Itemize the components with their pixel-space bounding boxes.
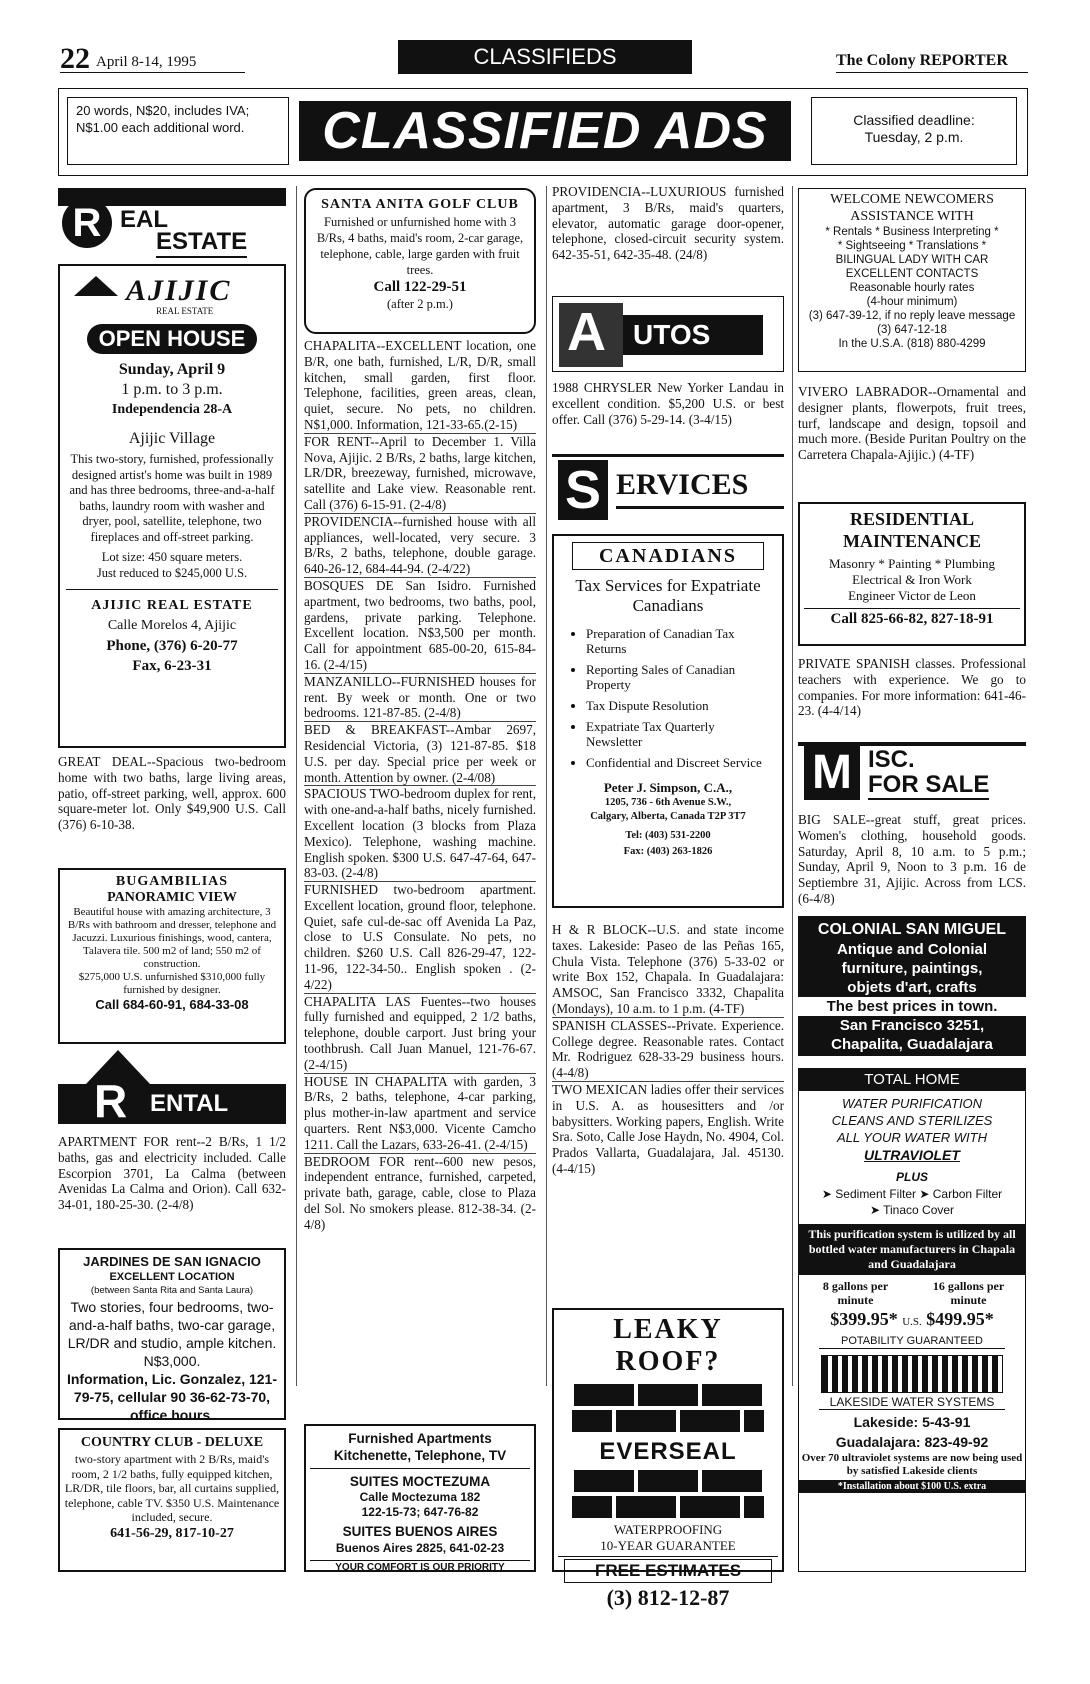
misc-services-listings [552, 922, 784, 1177]
great-deal-ad: GREAT DEAL--Spacious two-bedroom home with two baths, large living areas, patio, off-street parking, well, approx. 600 square-meter lot. Only $49,900 U.S. Call (376) 6-10-38. [58, 754, 286, 833]
vivero-labrador-ad: VIVERO LABRADOR--Ornamental and designer plants, flowerpots, fruit trees, turf, landscape and design, topsoil and much more. (Beside Puritan Poultry on the Carretera Chapala-Ajijic.) (4-TF) [798, 384, 1026, 463]
column-divider [296, 186, 297, 1386]
suites-line1: Furnished Apartments [348, 1431, 492, 1446]
leaky-line2: ROOF? [615, 1346, 721, 1377]
arrow-icon: ➤ [821, 1187, 832, 1201]
jardines-sub: EXCELLENT LOCATION [109, 1271, 235, 1283]
brick-graphic-2 [558, 1468, 778, 1520]
welcome-title-2: ASSISTANCE WITH [850, 209, 974, 224]
filter-tinaco: Tinaco Cover [883, 1203, 955, 1217]
residential-line-1: Masonry * Painting * Plumbing [828, 556, 996, 571]
country-club-body: two-story apartment with 2 B/Rs, maid's room, 2 1/2 baths, fully equipped kitchen, LR/DR, tile floors, bar, all curtains supplied, telephone, cable TV. $350 U.S. Maintenance included, secure. [64, 1452, 280, 1524]
canadians-services [562, 626, 774, 770]
banner-title: CLASSIFIED ADS [299, 101, 791, 161]
section-word-2: ESTATE [156, 228, 247, 258]
services-rule [616, 506, 784, 509]
bugambilias-call: Call 684-60-91, 684-33-08 [95, 997, 249, 1012]
services-header [552, 446, 784, 526]
open-house-time: 1 p.m. to 3 p.m. [121, 381, 223, 398]
bugambilias-subtitle: PANORAMIC VIEW [107, 890, 237, 905]
residential-maintenance-ad [798, 502, 1026, 646]
page-number: 22 [60, 42, 90, 75]
welcome-line-8: In the U.S.A. (818) 880-4299 [838, 338, 986, 350]
jardines-title: JARDINES DE SAN IGNACIO [83, 1254, 261, 1269]
ajijic-logo [66, 272, 278, 322]
canadians-contact-name: Peter J. Simpson, C.A., [603, 780, 733, 795]
canadians-tax-ad [552, 534, 784, 908]
open-house-address: Independencia 28-A [111, 402, 233, 417]
country-club-ad [58, 1428, 286, 1572]
leaky-roof-ad [552, 1308, 784, 1610]
rental-listings [304, 338, 536, 1233]
total-home-utilized: This purification system is utilized by all bottled water manufacturers in Chapala and Guadalajara [799, 1224, 1025, 1275]
chrysler-ad: 1988 CHRYSLER New Yorker Landau in excellent condition. $5,200 U.S. or best offer. Call (376) 5-29-14. (3-4/15) [552, 380, 784, 427]
open-house-village: Ajijic Village [128, 430, 216, 447]
residential-line-2: Electrical & Iron Work [852, 572, 972, 587]
rates-box [67, 97, 289, 165]
jardines-info: Information, Lic. Gonzalez, 121-79-75, cellular 90 36-62-73-70, office hours. [66, 1371, 278, 1423]
canadians-addr-2: Calgary, Alberta, Canada T2P 3T7 [590, 811, 746, 822]
real-estate-header [58, 188, 286, 258]
santa-anita-body: Furnished or unfurnished home with 3 B/Rs, 4 baths, maid's room, 2-car garage, telephone, cable, large garden with fruit trees. [316, 215, 524, 277]
santa-anita-ad [304, 188, 536, 334]
potability: POTABILITY GUARANTEED [819, 1334, 1005, 1349]
misc-for-sale-header [798, 734, 1026, 804]
deadline-label: Classified deadline: [853, 112, 975, 128]
guadalajara-phone: Guadalajara: 823-49-92 [835, 1434, 989, 1450]
leaky-phone: (3) 812-12-87 [606, 1585, 730, 1610]
section-word: ENTAL [150, 1090, 229, 1117]
providencia-luxurious-ad: PROVIDENCIA--LUXURIOUS furnished apartment, 3 B/Rs, maid's quarters, elevator, automatic garage door-opener, telephone, closed-circuit security system. 642-35-51, 642-35-48. (24/8) [552, 184, 784, 263]
suites-line2: Kitchenette, Telephone, TV [333, 1448, 507, 1463]
total-home-italic-2: CLEANS AND STERILIZES [831, 1113, 993, 1128]
total-home-italic-1: WATER PURIFICATION [841, 1096, 983, 1111]
price-8: $399.95* [830, 1309, 898, 1329]
total-home-plus: PLUS [895, 1170, 928, 1184]
list-item: • Preparation of Canadian Tax Returns [586, 626, 774, 656]
jardines-between: (between Santa Rita and Santa Laura) [90, 1285, 254, 1296]
section-letter: R [62, 198, 112, 248]
welcome-newcomers-ad [798, 188, 1026, 372]
listing-bosques: BOSQUES DE San Isidro. Furnished apartment, two bedrooms, two baths, pool, gardens, private parking. Telephone. Excellent location. N$3,500 per month. Call for appointment 685-00-20, 615-84-16. (2-4/15) [304, 577, 536, 672]
lakeside-logo [821, 1355, 1003, 1393]
rental-header [58, 1050, 286, 1130]
arrow-icon: ➤ [919, 1187, 930, 1201]
section-word: UTOS [633, 319, 711, 350]
suites-name-1: SUITES MOCTEZUMA [349, 1474, 491, 1489]
residential-call: Call 825-66-82, 827-18-91 [804, 608, 1020, 629]
canadians-tel: Tel: (403) 531-2200 [625, 830, 711, 841]
gallons-row [799, 1279, 1025, 1307]
listing-for-rent: FOR RENT--April to December 1. Villa Nova, Ajijic. 2 B/Rs, 2 baths, large kitchen, LR/DR, breezeway, furnished, microwave, satellite and Lake view. Reasonable rent. Call (376) 6-15-91. (2-4/8) [304, 433, 536, 512]
price-16: $499.95* [926, 1309, 994, 1329]
rates-text: 20 words, N$20, includes IVA; N$1.00 each additional word. [76, 103, 250, 135]
colonial-addr-2: Chapalita, Guadalajara [831, 1036, 993, 1053]
section-word-1: EAL [120, 206, 168, 233]
section-title: CLASSIFIEDS [398, 40, 692, 74]
section-letter: R [94, 1075, 128, 1127]
listing-furnished-apartment: FURNISHED two-bedroom apartment. Excellent location, ground floor, telephone. Quiet, safe cul-de-sac off Avenida La Paz, close to U.S Consulate. No pets, no children. $260 U.S. Call 826-29-47, 122-11-96, 122-34-50.. English spoken . (2-4/22) [304, 882, 536, 992]
total-home-title: TOTAL HOME [799, 1069, 1025, 1091]
list-item: • Confidential and Discreet Service [586, 755, 774, 770]
santa-anita-after: (after 2 p.m.) [387, 297, 453, 311]
santa-anita-title: SANTA ANITA GOLF CLUB [321, 197, 519, 212]
housesitters-ad: TWO MEXICAN ladies offer their services in U.S. A. as housesitters and /or babysitters. Working papers, English. Write Sra. Soto, Calle Jose Haydn, No. 4904, Col. Prados Vallarta, Guadalajara, Jal. 45130. (4-4/15) [552, 1081, 784, 1176]
section-letter: M [804, 746, 860, 800]
column-divider [792, 186, 793, 1386]
gallons-16: 16 gallons per minute [932, 1279, 1005, 1307]
leaky-line1: LEAKY [613, 1314, 723, 1345]
welcome-title-1: WELCOME NEWCOMERS [830, 192, 994, 207]
canadians-sub: Tax Services for Expatriate Canadians [575, 576, 761, 615]
welcome-line-7: (3) 647-39-12, if no reply leave message (3) 647-12-18 [808, 310, 1016, 336]
column-2 [304, 188, 540, 1678]
suites-ad [304, 1424, 536, 1572]
welcome-line-6: (4-hour minimum) [866, 296, 958, 308]
section-letter: S [558, 460, 608, 520]
column-1 [58, 188, 290, 1678]
jardines-body: Two stories, four bedrooms, two-and-a-half baths, two-car garage, LR/DR and studio, ample kitchen. N$3,000. [67, 1299, 277, 1369]
deadline-box [811, 97, 1017, 165]
filter-carbon: Carbon Filter [932, 1187, 1003, 1201]
list-item: • Expatriate Tax Quarterly Newsletter [586, 719, 774, 749]
suites-name-2: SUITES BUENOS AIRES [342, 1524, 498, 1539]
publication-name: The Colony REPORTER [836, 52, 1008, 69]
lakeside-logo-text: LAKESIDE WATER SYSTEMS [819, 1395, 1005, 1410]
suites-phone-1: 122-15-73; 647-76-82 [361, 1505, 479, 1519]
open-house-badge: OPEN HOUSE [87, 324, 257, 354]
listing-bed-breakfast: BED & BREAKFAST--Ambar 2697, Residencial Victoria, (3) 121-87-85. $18 U.S. per day. Special price per week or month. Attention by owner. (2-4/08) [304, 722, 536, 785]
agency-fax: Fax, 6-23-31 [132, 658, 212, 674]
services-bar [552, 454, 784, 457]
column-4 [798, 188, 1030, 1678]
listing-chapalita: CHAPALITA--EXCELLENT location, one B/R, one bath, furnished, L/R, D/R, small kitchen, small garden, first floor. Telephone, facilities, green areas, clean, quiet, secure. No pets, no children. N$1,000. Information, 121-33-65.(2-15) [304, 338, 536, 432]
apartment-rent-ad: APARTMENT FOR rent--2 B/Rs, 1 1/2 baths, gas and electricity included. Calle Escorpion 3701, La Calma (between Avenidas La Calma and Orion). Call 632-34-01, 180-25-30. (2-4/8) [58, 1134, 286, 1213]
deadline-value: Tuesday, 2 p.m. [864, 129, 964, 145]
colonial-best: The best prices in town. [798, 997, 1026, 1016]
price-currency: U.S. [902, 1316, 922, 1328]
country-club-phone: 641-56-29, 817-10-27 [110, 1525, 234, 1541]
colonial-addr-1: San Francisco 3251, [839, 1017, 985, 1034]
canadians-title: CANADIANS [572, 542, 764, 570]
suites-addr-1: Calle Moctezuma 182 [359, 1490, 481, 1504]
listing-las-fuentes: CHAPALITA LAS Fuentes--two houses fully furnished and equipped, 2 1/2 baths, telephone, double carport. Just bring your toothbrush. Call Juan Manuel, 121-76-67. (2-4/15) [304, 993, 536, 1072]
filter-sediment: Sediment Filter [835, 1187, 916, 1201]
bugambilias-title: BUGAMBILIAS [115, 874, 229, 889]
ajijic-real-estate-ad [58, 264, 286, 748]
total-home-ultraviolet: ULTRAVIOLET [864, 1147, 960, 1163]
open-house-description: This two-story, furnished, professionally designed artist's home was built in 1989 and has three bedrooms, three-and-a-half baths, laundry room with washer and dryer, pool, satellite, telephone, two fireplaces and off-street parking. [69, 452, 275, 544]
canadians-fax: Fax: (403) 263-1826 [623, 846, 713, 857]
open-house-day: Sunday, April 9 [118, 361, 226, 378]
issue-date: April 8-14, 1995 [96, 54, 197, 70]
leaky-free: FREE ESTIMATES [564, 1559, 772, 1583]
section-letter: A [567, 302, 606, 362]
jardines-ad [58, 1248, 286, 1423]
spanish-classes-ad: SPANISH CLASSES--Private. Experience. College degree. Reasonable rates. Contact Mr. Rodriguez 628-33-29 business hours. (4-4/8) [552, 1017, 784, 1081]
total-home-ad [798, 1068, 1026, 1572]
suites-addr-2: Buenos Aires 2825, 641-02-23 [335, 1541, 505, 1555]
list-item: • Tax Dispute Resolution [586, 698, 774, 713]
santa-anita-call: Call 122-29-51 [373, 279, 467, 295]
suites-slogan: YOUR COMFORT IS OUR PRIORITY [310, 1560, 530, 1575]
country-club-title: COUNTRY CLUB - DELUXE [80, 1435, 264, 1450]
total-home-install: *Installation about $100 U.S. extra [799, 1480, 1025, 1493]
colonial-line-3: objets d'art, crafts [847, 979, 977, 996]
residential-line-3: Engineer Victor de Leon [848, 588, 976, 603]
leaky-brand: EVERSEAL [599, 1438, 737, 1465]
autos-header [552, 296, 784, 372]
welcome-line-4: EXCELLENT CONTACTS [845, 268, 979, 280]
header-rule-right [836, 72, 1028, 73]
bugambilias-price: $275,000 U.S. unfurnished $310,000 fully furnished by designer. [78, 971, 266, 996]
listing-house-chapalita: HOUSE IN CHAPALITA with garden, 3 B/Rs, 2 baths, telephone, 4-car parking, plus mother-in-law apartment and service quarters. Rent N$3,000. Vicente Camcho 1211. Call the Lazars, 633-26-41. (2-4/15) [304, 1073, 536, 1152]
welcome-line-1: * Rentals * Business Interpreting * [825, 226, 999, 238]
arrow-icon: ➤ [869, 1203, 880, 1217]
agency-phone: Phone, (376) 6-20-77 [106, 638, 238, 654]
leaky-waterproofing: WATERPROOFING [613, 1522, 723, 1537]
listing-bedroom: BEDROOM FOR rent--600 new pesos, independent entrance, furnished, carpeted, private bath, garage, cable, close to Plaza del Sol. No smokers please. 812-38-34. (2-4/8) [304, 1153, 536, 1232]
agency-name: AJIJIC REAL ESTATE [91, 598, 253, 613]
leaky-guarantee: 10-YEAR GUARANTEE [558, 1538, 778, 1557]
listing-manzanillo: MANZANILLO--FURNISHED houses for rent. By week or month. One or two bedrooms. 121-87-85. (2-4/8) [304, 673, 536, 721]
welcome-line-3: BILINGUAL LADY WITH CAR [835, 254, 989, 266]
column-3 [552, 184, 788, 1678]
banner [58, 88, 1028, 176]
residential-title-1: RESIDENTIAL [849, 509, 975, 529]
filter-line [799, 1186, 1025, 1202]
house-icon [74, 276, 118, 296]
welcome-line-2: * Sightseeing * Translations * [837, 240, 987, 252]
tinaco-line [799, 1202, 1025, 1218]
lakeside-phone: Lakeside: 5-43-91 [853, 1414, 971, 1430]
lot-size: Lot size: 450 square meters. [101, 550, 243, 564]
colonial-san-miguel-ad [798, 916, 1026, 1056]
ajijic-price: Just reduced to $245,000 U.S. [96, 566, 248, 580]
bugambilias-body: Beautiful house with amazing architecture, 3 B/Rs with bathroom and dresser, telephone and Jacuzzi. Luxurious finishings, wood, cantera, Talavera tile. 500 m2 of land; 550 m2 of construction. [67, 906, 277, 970]
list-item: • Reporting Sales of Canadian Property [586, 662, 774, 692]
private-spanish-ad: PRIVATE SPANISH classes. Professional teachers with experience. We go to companies. For more information: 641-46-23. (4-4/14) [798, 656, 1026, 719]
bugambilias-ad [58, 868, 286, 1044]
residential-title-2: MAINTENANCE [842, 531, 981, 551]
canadians-addr-1: 1205, 736 - 6th Avenue S.W., [604, 797, 732, 808]
listing-spacious-duplex: SPACIOUS TWO-bedroom duplex for rent, with one-and-a-half baths, nicely furnished. Excellent location (3 blocks from Plaza Mexico). Telephone, washing machine. English spoken. $300 U.S. 647-47-64, 647-83-03. (2-4/8) [304, 786, 536, 881]
colonial-title: COLONIAL SAN MIGUEL [817, 921, 1007, 938]
ajijic-logo-sub: REAL ESTATE [156, 306, 214, 316]
price-row [799, 1307, 1025, 1334]
column-divider [546, 186, 547, 1386]
welcome-line-5: Reasonable hourly rates [849, 282, 975, 294]
big-sale-ad: BIG SALE--great stuff, great prices. Women's clothing, household goods. Saturday, April 8, 10 a.m. to 5 p.m.; Sunday, April 9, Noon to 3 p.m. 16 de Septiembre 31, Ajijic. Across from LCS. (6-4/8) [798, 812, 1026, 906]
gallons-8: 8 gallons per minute [822, 1279, 889, 1307]
total-home-over: Over 70 ultraviolet systems are now being used by satisfied Lakeside clients [801, 1452, 1023, 1477]
section-word-2: FOR SALE [868, 771, 990, 798]
listing-providencia: PROVIDENCIA--furnished house with all appliances, well-located, very secure. 3 B/Rs, 2 baths, telephone, double garage. 640-26-12, 684-44-94. (2-4/22) [304, 513, 536, 577]
hr-block-ad: H & R BLOCK--U.S. and state income taxes. Lakeside: Paseo de las Peñas 165, Chula Vista. Telephone (376) 5-33-02 or write Box 152, Chapala. In Guadalajara: AMSOC, San Francisco 3332, Chapalita (Mondays), 10 a.m. to 1 p.m. (4-TF) [552, 922, 784, 1016]
agency-address: Calle Morelos 4, Ajijic [107, 618, 237, 633]
ajijic-logo-text: AJIJIC [126, 274, 232, 307]
header-rule-left [60, 72, 245, 73]
section-word: ERVICES [616, 468, 749, 501]
total-home-italic-3: ALL YOUR WATER WITH [836, 1130, 987, 1145]
colonial-line-1: Antique and Colonial [837, 941, 987, 958]
brick-graphic [558, 1382, 778, 1434]
section-word-1: ISC. [868, 746, 915, 773]
colonial-line-2: furniture, paintings, [841, 960, 983, 977]
